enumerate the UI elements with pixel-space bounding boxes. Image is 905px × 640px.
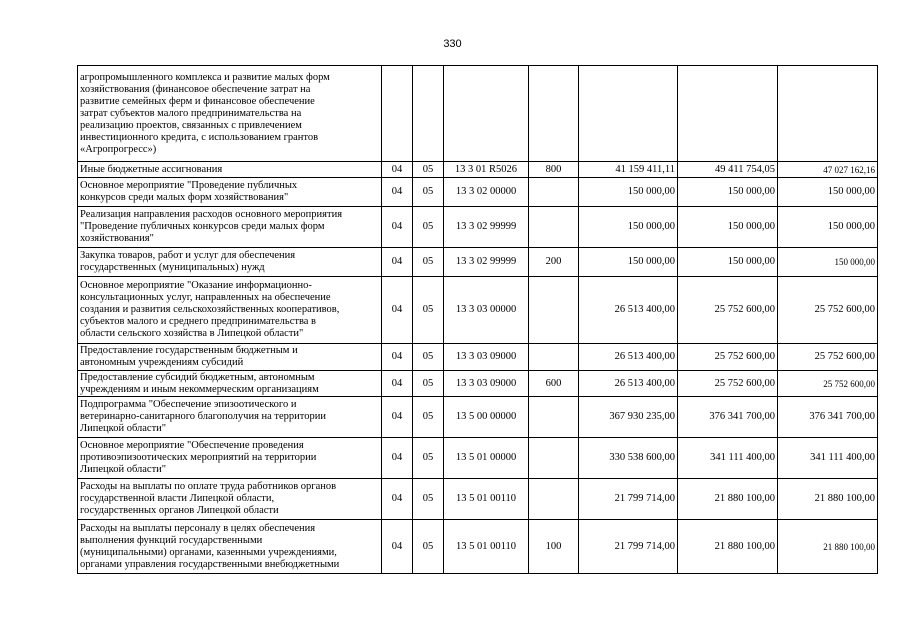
row-sum-1: 150 000,00 <box>579 207 678 248</box>
row-name: Подпрограмма "Обеспечение эпизоотического и ветеринарно-санитарного благополучия на территории Липецкой области" <box>78 397 382 438</box>
row-rz: 04 <box>382 277 413 344</box>
row-sum-2: 25 752 600,00 <box>678 277 778 344</box>
row-pr: 05 <box>413 178 444 207</box>
row-sum-2: 49 411 754,05 <box>678 162 778 178</box>
row-name: Реализация направления расходов основного мероприятия "Проведение публичных конкурсов среди малых форм хозяйствования" <box>78 207 382 248</box>
row-pr: 05 <box>413 520 444 574</box>
table-row <box>78 66 878 162</box>
row-vr <box>529 344 579 371</box>
row-sum-3: 21 880 100,00 <box>778 479 878 520</box>
table-row <box>78 438 878 479</box>
table-row <box>78 248 878 277</box>
row-sum-2: 150 000,00 <box>678 248 778 277</box>
row-csr <box>444 66 529 162</box>
row-name: Расходы на выплаты по оплате труда работников органов государственной власти Липецкой области, государственных органов Липецкой области <box>78 479 382 520</box>
row-rz: 04 <box>382 207 413 248</box>
row-vr <box>529 277 579 344</box>
row-sum-3: 25 752 600,00 <box>778 277 878 344</box>
table-row <box>78 178 878 207</box>
row-csr: 13 3 02 99999 <box>444 207 529 248</box>
row-sum-1: 21 799 714,00 <box>579 520 678 574</box>
row-vr: 100 <box>529 520 579 574</box>
row-sum-3: 150 000,00 <box>778 207 878 248</box>
row-sum-2: 25 752 600,00 <box>678 344 778 371</box>
row-sum-3 <box>778 66 878 162</box>
row-vr: 200 <box>529 248 579 277</box>
row-sum-1: 26 513 400,00 <box>579 371 678 397</box>
row-sum-3: 376 341 700,00 <box>778 397 878 438</box>
row-sum-1 <box>579 66 678 162</box>
row-rz <box>382 66 413 162</box>
row-sum-1: 41 159 411,11 <box>579 162 678 178</box>
row-name: Основное мероприятие "Обеспечение проведения противоэпизоотических мероприятий на территории Липецкой области" <box>78 438 382 479</box>
row-csr: 13 3 03 09000 <box>444 371 529 397</box>
row-csr: 13 3 03 00000 <box>444 277 529 344</box>
row-csr: 13 3 02 99999 <box>444 248 529 277</box>
table-row <box>78 371 878 397</box>
row-sum-1: 26 513 400,00 <box>579 344 678 371</box>
row-name: Предоставление государственным бюджетным и автономным учреждениям субсидий <box>78 344 382 371</box>
row-name: Иные бюджетные ассигнования <box>78 162 382 178</box>
row-sum-2: 21 880 100,00 <box>678 520 778 574</box>
row-rz: 04 <box>382 178 413 207</box>
row-pr: 05 <box>413 277 444 344</box>
row-sum-1: 330 538 600,00 <box>579 438 678 479</box>
row-sum-2: 150 000,00 <box>678 207 778 248</box>
row-sum-1: 21 799 714,00 <box>579 479 678 520</box>
row-rz: 04 <box>382 344 413 371</box>
table-row <box>78 479 878 520</box>
row-sum-3: 21 880 100,00 <box>778 520 878 574</box>
row-name: Основное мероприятие "Оказание информационно- консультационных услуг, направленных на обеспечение создания и развития сельскохозяйственных кооперативов, субъектов малого и среднего предпринимательства в области сельского хозяйства в Липецкой области" <box>78 277 382 344</box>
row-name: Предоставление субсидий бюджетным, автономным учреждениям и иным некоммерческим организациям <box>78 371 382 397</box>
row-pr: 05 <box>413 438 444 479</box>
row-rz: 04 <box>382 479 413 520</box>
table-row <box>78 162 878 178</box>
row-pr <box>413 66 444 162</box>
row-sum-2 <box>678 66 778 162</box>
row-vr <box>529 397 579 438</box>
row-sum-2: 25 752 600,00 <box>678 371 778 397</box>
page-number: 330 <box>443 38 462 50</box>
row-csr: 13 5 01 00110 <box>444 479 529 520</box>
row-sum-2: 376 341 700,00 <box>678 397 778 438</box>
row-name: агропромышленного комплекса и развитие малых форм хозяйствования (финансовое обеспечение затрат на развитие семейных ферм и финансовое обеспечение затрат субъектов малого предпринимательства на реализацию проектов, связанных с привлечением инвестиционного кредита, с использованием грантов «Агропрогресс») <box>78 66 382 162</box>
row-name: Закупка товаров, работ и услуг для обеспечения государственных (муниципальных) нужд <box>78 248 382 277</box>
row-sum-3: 25 752 600,00 <box>778 344 878 371</box>
row-pr: 05 <box>413 397 444 438</box>
row-sum-2: 150 000,00 <box>678 178 778 207</box>
row-name: Основное мероприятие "Проведение публичных конкурсов среди малых форм хозяйствования" <box>78 178 382 207</box>
row-sum-2: 21 880 100,00 <box>678 479 778 520</box>
row-vr <box>529 66 579 162</box>
row-vr: 600 <box>529 371 579 397</box>
row-csr: 13 5 01 00110 <box>444 520 529 574</box>
row-sum-1: 150 000,00 <box>579 248 678 277</box>
row-rz: 04 <box>382 162 413 178</box>
row-pr: 05 <box>413 479 444 520</box>
row-sum-1: 26 513 400,00 <box>579 277 678 344</box>
row-pr: 05 <box>413 162 444 178</box>
row-csr: 13 3 03 09000 <box>444 344 529 371</box>
row-csr: 13 3 02 00000 <box>444 178 529 207</box>
row-rz: 04 <box>382 520 413 574</box>
row-sum-3: 150 000,00 <box>778 248 878 277</box>
row-sum-3: 47 027 162,16 <box>778 162 878 178</box>
row-csr: 13 5 01 00000 <box>444 438 529 479</box>
table-row <box>78 344 878 371</box>
table-row <box>78 397 878 438</box>
row-pr: 05 <box>413 248 444 277</box>
row-sum-2: 341 111 400,00 <box>678 438 778 479</box>
row-vr <box>529 479 579 520</box>
budget-table <box>77 65 878 574</box>
row-sum-3: 150 000,00 <box>778 178 878 207</box>
table-row <box>78 207 878 248</box>
row-vr <box>529 178 579 207</box>
table-row <box>78 520 878 574</box>
row-vr <box>529 207 579 248</box>
row-rz: 04 <box>382 438 413 479</box>
row-pr: 05 <box>413 371 444 397</box>
row-sum-3: 341 111 400,00 <box>778 438 878 479</box>
row-name: Расходы на выплаты персоналу в целях обеспечения выполнения функций государственными (муниципальными) органами, казенными учреждениями, органами управления государственными внебюджетными <box>78 520 382 574</box>
row-csr: 13 5 00 00000 <box>444 397 529 438</box>
row-csr: 13 3 01 R5026 <box>444 162 529 178</box>
row-pr: 05 <box>413 344 444 371</box>
row-rz: 04 <box>382 371 413 397</box>
row-sum-3: 25 752 600,00 <box>778 371 878 397</box>
row-rz: 04 <box>382 397 413 438</box>
table-row <box>78 277 878 344</box>
row-sum-1: 367 930 235,00 <box>579 397 678 438</box>
row-sum-1: 150 000,00 <box>579 178 678 207</box>
row-pr: 05 <box>413 207 444 248</box>
row-rz: 04 <box>382 248 413 277</box>
row-vr: 800 <box>529 162 579 178</box>
row-vr <box>529 438 579 479</box>
